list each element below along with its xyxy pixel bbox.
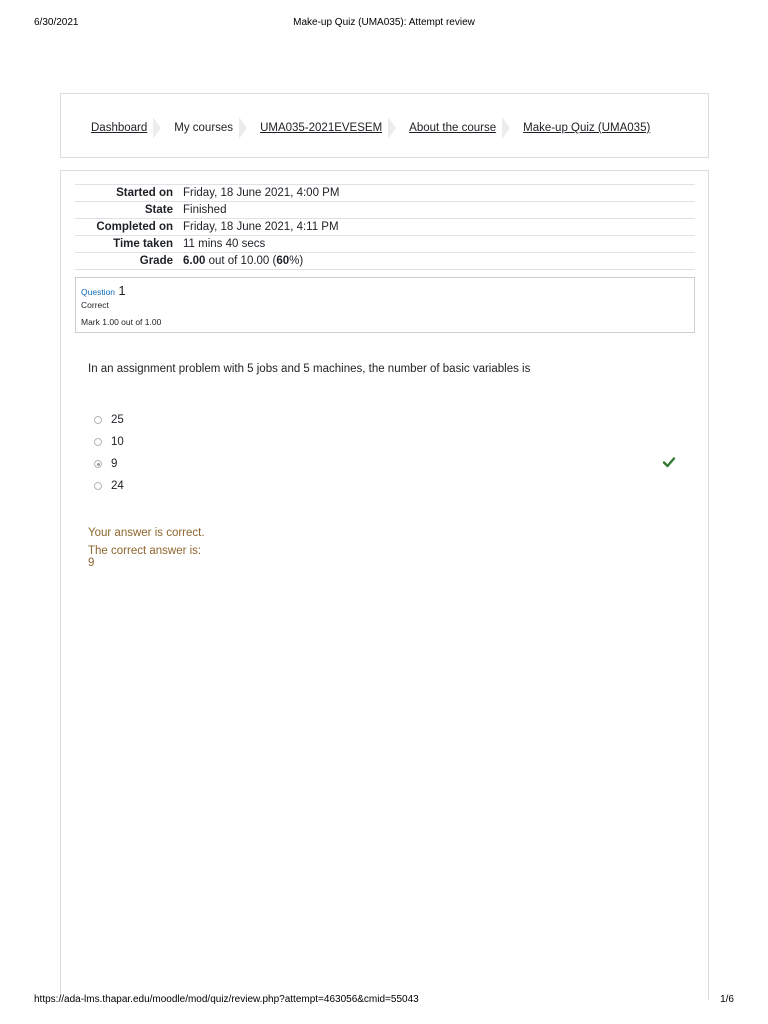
answer-label: 25 (111, 414, 124, 426)
print-url: https://ada-lms.thapar.edu/moodle/mod/quiz/review.php?attempt=463056&cmid=55043 (34, 994, 419, 1005)
answer-label: 9 (111, 458, 118, 470)
breadcrumb-text-my-courses: My courses (174, 122, 234, 134)
print-page-number: 1/6 (720, 994, 734, 1005)
feedback-result: Your answer is correct. (88, 527, 205, 539)
breadcrumb-card (60, 93, 709, 158)
radio-button[interactable] (94, 438, 102, 446)
breadcrumb-link-dashboard[interactable]: Dashboard (91, 122, 148, 134)
grade-tail: %) (289, 255, 304, 267)
breadcrumb-separator (502, 117, 512, 139)
check-icon (662, 455, 676, 469)
summary-label: Started on (116, 187, 173, 199)
attempt-summary-table (75, 184, 695, 270)
breadcrumb-separator (153, 117, 163, 139)
question-prefix: Question (81, 287, 116, 297)
print-footer (34, 994, 734, 1008)
breadcrumb-link-about[interactable]: About the course (409, 122, 497, 134)
question-state: Correct (81, 300, 109, 310)
grade-value (183, 253, 695, 270)
question-info-box (75, 277, 695, 333)
summary-row-time (75, 236, 695, 253)
answer-options (94, 409, 124, 497)
radio-button[interactable] (94, 482, 102, 490)
breadcrumb-item-course[interactable] (260, 122, 382, 134)
summary-label: Grade (139, 255, 173, 267)
breadcrumb-link-quiz[interactable]: Make-up Quiz (UMA035) (523, 122, 651, 134)
summary-value: 11 mins 40 secs (183, 238, 266, 250)
feedback-correct-label: The correct answer is: (88, 545, 202, 557)
question-mark: Mark 1.00 out of 1.00 (81, 317, 162, 327)
summary-label: Time taken (113, 238, 173, 250)
question-text: In an assignment problem with 5 jobs and 5 machines, the number of basic variables is (88, 363, 531, 375)
breadcrumb-item-my-courses (174, 122, 233, 134)
summary-value: Friday, 18 June 2021, 4:00 PM (183, 187, 340, 199)
summary-value: Friday, 18 June 2021, 4:11 PM (183, 221, 339, 233)
question-number-value: 1 (118, 283, 126, 298)
answer-option-selected[interactable] (94, 453, 124, 475)
summary-row-started (75, 185, 695, 202)
breadcrumb-item-dashboard[interactable] (91, 122, 147, 134)
breadcrumb-separator (239, 117, 249, 139)
breadcrumb-item-about[interactable] (409, 122, 496, 134)
answer-label: 10 (111, 436, 124, 448)
summary-label: Completed on (96, 221, 173, 233)
summary-row-completed (75, 219, 695, 236)
summary-row-grade (75, 253, 695, 270)
radio-button-checked[interactable] (94, 460, 102, 468)
feedback-correct-value: 9 (88, 557, 95, 569)
answer-option[interactable] (94, 475, 124, 497)
breadcrumb-separator (388, 117, 398, 139)
answer-label: 24 (111, 480, 124, 492)
grade-score: 6.00 (183, 255, 206, 267)
grade-percent: 60 (276, 255, 290, 267)
print-header (34, 17, 734, 31)
summary-value: Finished (183, 204, 227, 216)
print-title: Make-up Quiz (UMA035): Attempt review (293, 17, 475, 28)
breadcrumb (91, 117, 650, 139)
answer-feedback (88, 527, 205, 569)
question-number (81, 283, 126, 298)
breadcrumb-link-course[interactable]: UMA035-2021EVESEM (260, 122, 383, 134)
print-date: 6/30/2021 (34, 17, 79, 28)
summary-label: State (144, 204, 173, 216)
breadcrumb-item-quiz[interactable] (523, 122, 650, 134)
radio-button[interactable] (94, 416, 102, 424)
answer-option[interactable] (94, 409, 124, 431)
summary-row-state (75, 202, 695, 219)
grade-out-of: out of 10.00 ( (205, 255, 277, 267)
answer-option[interactable] (94, 431, 124, 453)
